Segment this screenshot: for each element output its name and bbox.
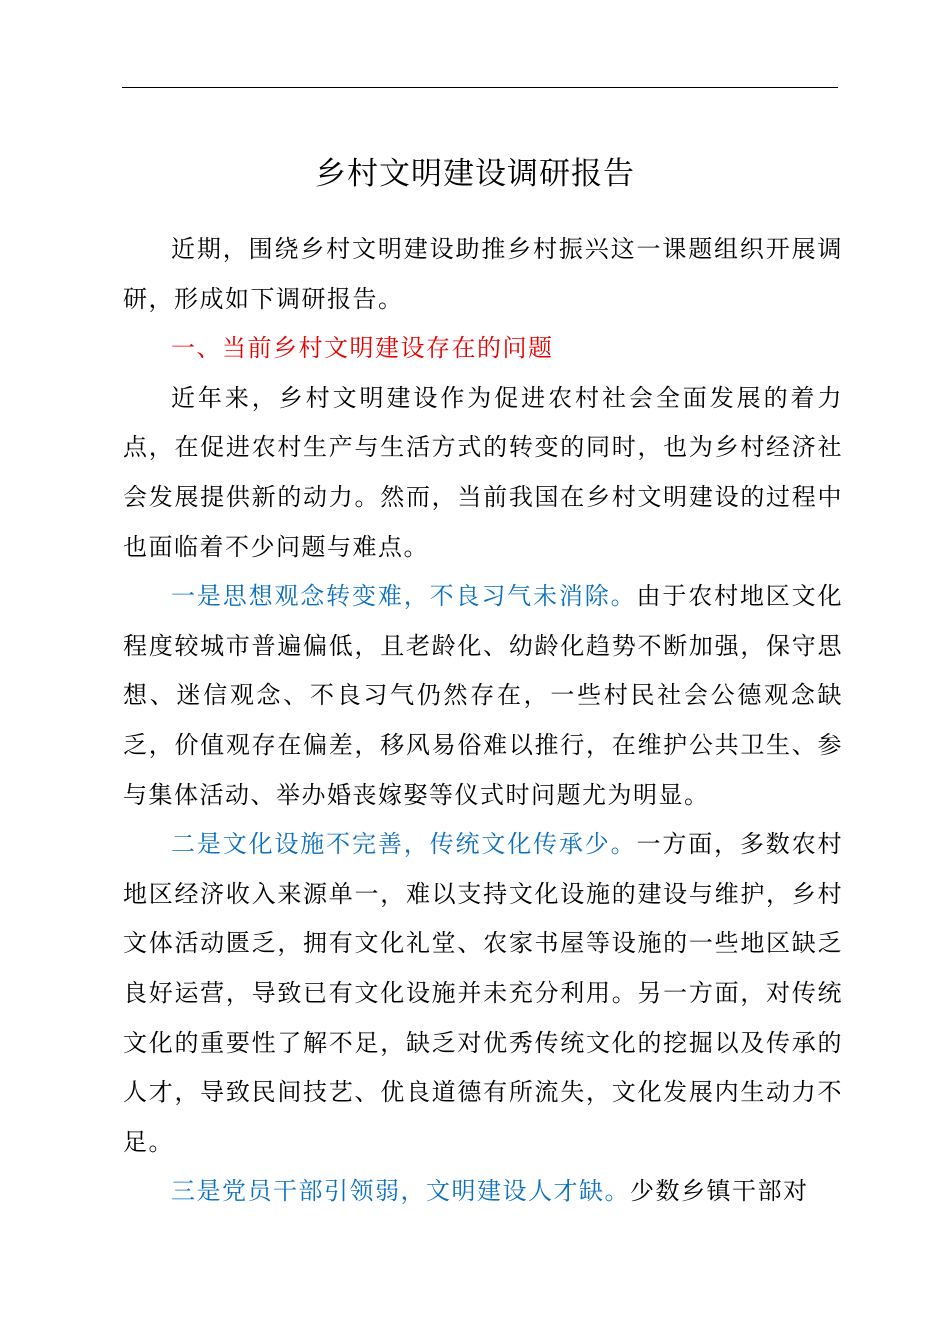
point-1-text: 由于农村地区文化程度较城市普遍偏低，且老龄化、幼龄化趋势不断加强，保守思想、迷信观念、不良习气仍然存在，一些村民社会公德观念缺乏，价值观存在偏差，移风易俗难以推行，在维护公共卫生、参与集体活动、举办婚丧嫁娶等仪式时问题尤为明显。 [123, 582, 844, 809]
point-3-text: 少数乡镇干部对 [630, 1177, 809, 1206]
document-body [123, 225, 843, 1217]
point-1-heading: 一是思想观念转变难，不良习气未消除。 [171, 582, 637, 611]
section-intro-paragraph: 近年来，乡村文明建设作为促进农村社会全面发展的着力点，在促进农村生产与生活方式的转变的同时，也为乡村经济社会发展提供新的动力。然而，当前我国在乡村文明建设的过程中也面临着不少问题与难点。 [123, 383, 843, 561]
point-2-text: 一方面，多数农村地区经济收入来源单一，难以支持文化设施的建设与维护，乡村文体活动匮乏，拥有文化礼堂、农家书屋等设施的一些地区缺乏良好运营，导致已有文化设施并未充分利用。另一方面，对传统文化的重要性了解不足，缺乏对优秀传统文化的挖掘以及传承的人才，导致民间技艺、优良道德有所流失，文化发展内生动力不足。 [123, 830, 844, 1156]
page-title: 乡村文明建设调研报告 [315, 156, 635, 192]
point-1-paragraph [123, 572, 843, 820]
point-2-heading: 二是文化设施不完善，传统文化传承少。 [171, 830, 637, 859]
point-3-paragraph [123, 1167, 843, 1217]
point-3-heading: 三是党员干部引领弱，文明建设人才缺。 [171, 1177, 630, 1206]
intro-paragraph: 近期，围绕乡村文明建设助推乡村振兴这一课题组织开展调研，形成如下调研报告。 [123, 235, 843, 313]
section-heading: 一、当前乡村文明建设存在的问题 [171, 334, 554, 363]
header-rule [122, 87, 838, 88]
point-2-paragraph [123, 820, 843, 1167]
